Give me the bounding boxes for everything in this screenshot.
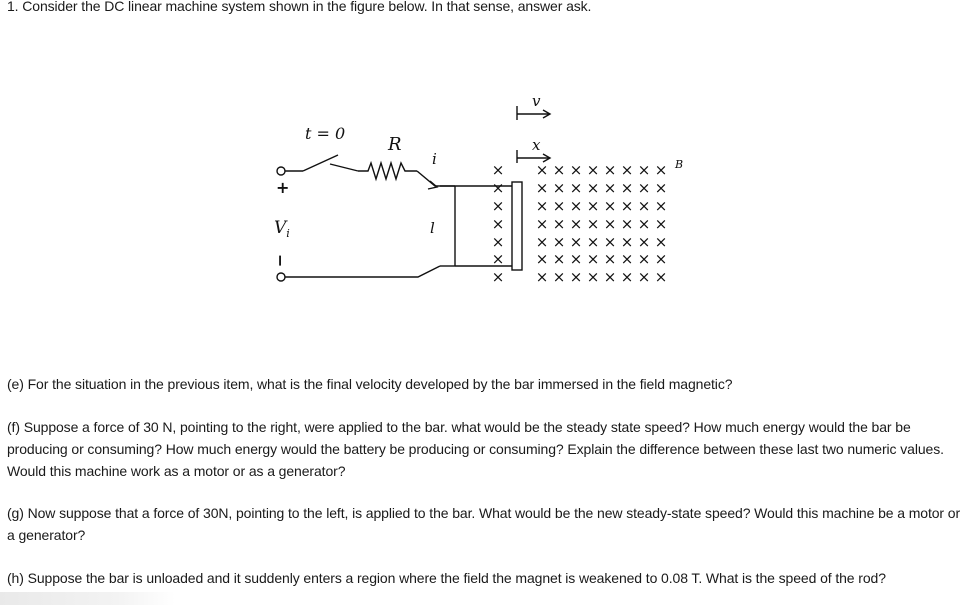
field-mark: × [654, 179, 668, 197]
field-mark: × [654, 161, 668, 179]
field-mark: × [491, 250, 505, 268]
field-mark: × [535, 179, 549, 197]
magnetic-field-marks [492, 161, 668, 286]
resistor [358, 163, 417, 179]
plus-sign: + [276, 178, 290, 197]
positive-terminal [277, 167, 285, 175]
field-mark: × [569, 197, 583, 215]
field-mark: × [603, 161, 617, 179]
minus-sign: − [271, 254, 290, 268]
question-f: (f) Suppose a force of 30 N, pointing to the right, were applied to the bar. what would be the steady state speed? How much energy would the bar be producing or consuming? How much energy would the battery be producing or consuming? Explain the difference between these last two numeric values. Would this machine work as a motor or as a generator? [7, 419, 944, 479]
field-mark: × [535, 268, 549, 286]
question-e: (e) For the situation in the previous item, what is the final velocity developed by the bar immersed in the field magnetic? [7, 376, 733, 392]
question-h: (h) Suppose the bar is unloaded and it suddenly enters a region where the field the magnet is weakened to 0.08 T. What is the speed of the rod? [7, 570, 886, 586]
field-mark: × [491, 197, 505, 215]
field-mark: × [586, 250, 600, 268]
field-mark: × [637, 197, 651, 215]
field-mark: × [603, 215, 617, 233]
field-mark: × [552, 179, 566, 197]
velocity-label: v [532, 92, 541, 110]
field-mark: × [569, 161, 583, 179]
position-label: x [532, 136, 541, 154]
field-mark: × [637, 233, 651, 251]
field-mark: × [586, 233, 600, 251]
negative-terminal [277, 273, 285, 281]
field-mark: × [586, 161, 600, 179]
resistor-label: R [388, 134, 402, 155]
field-mark: × [654, 250, 668, 268]
field-mark: × [569, 250, 583, 268]
field-mark: × [535, 197, 549, 215]
field-mark: × [535, 161, 549, 179]
field-mark: × [569, 268, 583, 286]
field-mark: × [654, 268, 668, 286]
question-g: (g) Now suppose that a force of 30N, pointing to the left, is applied to the bar. What would be the new steady-state speed? Would this machine be a motor or a generator? [7, 505, 961, 543]
field-mark: × [637, 268, 651, 286]
field-mark: × [586, 197, 600, 215]
field-mark: × [552, 161, 566, 179]
field-mark: × [586, 215, 600, 233]
field-mark: × [620, 179, 634, 197]
field-mark: × [552, 250, 566, 268]
movable-bar [512, 182, 522, 270]
field-mark: × [654, 197, 668, 215]
field-mark: × [491, 215, 505, 233]
field-label: B [675, 158, 684, 171]
field-mark: × [637, 179, 651, 197]
field-mark: × [569, 215, 583, 233]
switch-blade [303, 155, 338, 171]
field-mark: × [620, 215, 634, 233]
switch-contact [330, 164, 358, 171]
field-mark: × [586, 268, 600, 286]
field-mark: × [637, 250, 651, 268]
field-mark: × [552, 197, 566, 215]
field-mark: × [491, 268, 505, 286]
question-intro: 1. Consider the DC linear machine system shown in the figure below. In that sense, answer ask. [7, 0, 592, 14]
field-mark: × [491, 233, 505, 251]
bottom-fade [0, 592, 973, 605]
field-mark: × [620, 233, 634, 251]
field-mark: × [637, 215, 651, 233]
field-mark: × [654, 215, 668, 233]
field-mark: × [586, 179, 600, 197]
field-mark: × [603, 233, 617, 251]
bottom-wire [285, 266, 440, 277]
field-mark: × [620, 268, 634, 286]
top-wire-right [417, 171, 455, 186]
field-mark: × [552, 233, 566, 251]
length-label: l [430, 219, 435, 237]
field-mark: × [552, 215, 566, 233]
field-mark: × [637, 161, 651, 179]
source-label: $V_i$ [274, 218, 290, 240]
field-mark: × [603, 250, 617, 268]
field-mark: × [535, 233, 549, 251]
field-mark: × [535, 250, 549, 268]
current-label: i [432, 150, 437, 168]
field-mark: × [654, 233, 668, 251]
field-mark: × [535, 215, 549, 233]
field-mark: × [569, 233, 583, 251]
field-mark: × [603, 268, 617, 286]
field-mark: × [603, 197, 617, 215]
field-mark: × [491, 179, 505, 197]
field-mark: × [552, 268, 566, 286]
field-mark: × [620, 197, 634, 215]
field-mark: × [569, 179, 583, 197]
field-mark: × [603, 179, 617, 197]
field-mark: × [491, 161, 505, 179]
field-mark: × [620, 161, 634, 179]
switch-label: t = 0 [305, 124, 346, 143]
field-mark: × [620, 250, 634, 268]
